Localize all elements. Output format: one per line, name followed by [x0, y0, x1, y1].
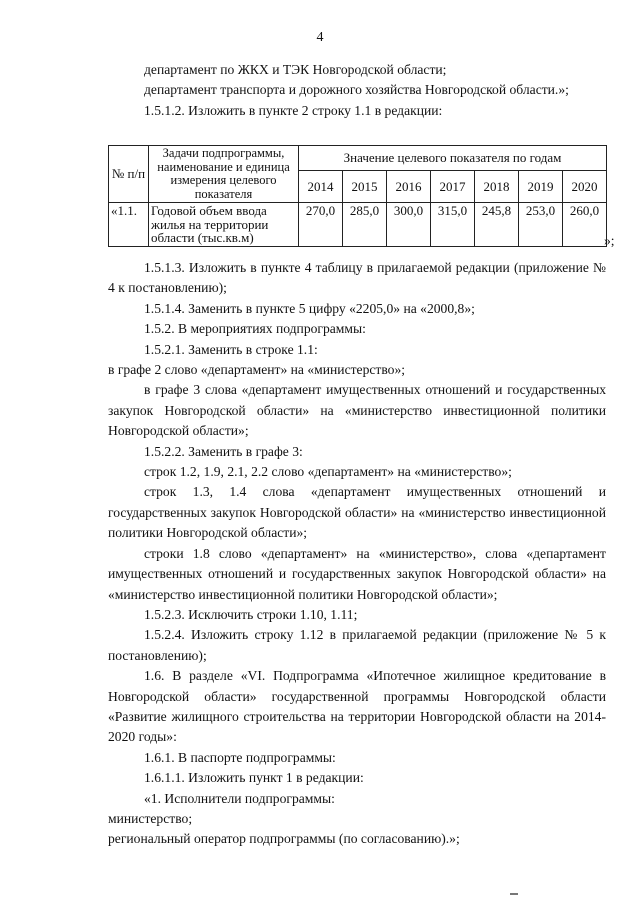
- paragraph: строки 1.8 слово «департамент» на «министерство», слова «департамент имущественных отношений и государственных закупок Новгородской области» на «министерство инвестиционной политики Новгородской области»;: [108, 545, 606, 602]
- paragraph: министерство;: [108, 810, 193, 826]
- paragraph: строк 1.2, 1.9, 2.1, 2.2 слово «департамент» на «министерство»;: [144, 464, 512, 480]
- header-year: 2020: [563, 171, 607, 203]
- paragraph: в графе 3 слова «департамент имущественных отношений и государственных закупок Новгородской области» на «министерство инвестиционной политики Новгородской области»;: [108, 382, 606, 439]
- paragraph: 1.5.2.3. Исключить строки 1.10, 1.11;: [144, 606, 358, 622]
- row-value: 245,8: [475, 203, 519, 247]
- paragraph: 1.5.2.4. Изложить строку 1.12 в прилагаемой редакции (приложение № 5 к постановлению);: [108, 627, 606, 663]
- paragraph: в графе 2 слово «департамент» на «министерство»;: [108, 362, 406, 378]
- paragraph: 1.6.1.1. Изложить пункт 1 в редакции:: [144, 770, 364, 786]
- scan-mark: [510, 893, 518, 895]
- paragraph: 1.5.1.4. Заменить в пункте 5 цифру «2205,0» на «2000,8»;: [144, 300, 475, 316]
- paragraph: «1. Исполнители подпрограммы:: [144, 790, 335, 806]
- table-row: [109, 203, 607, 247]
- row-value: 315,0: [431, 203, 475, 247]
- row-value: 253,0: [519, 203, 563, 247]
- header-year: 2018: [475, 171, 519, 203]
- paragraph: 1.5.1.2. Изложить в пункте 2 строку 1.1 в редакции:: [144, 102, 443, 118]
- paragraph: региональный оператор подпрограммы (по согласованию).»;: [108, 831, 460, 847]
- main-text-block: [108, 258, 606, 850]
- paragraph: 1.6.1. В паспорте подпрограммы:: [144, 749, 336, 765]
- row-value: 300,0: [387, 203, 431, 247]
- paragraph: 1.5.2.2. Заменить в графе 3:: [144, 443, 303, 459]
- header-year: 2015: [343, 171, 387, 203]
- header-task: Задачи подпрограммы, наименование и единица измерения целевого показателя: [149, 146, 299, 203]
- table-closing-quote: »;: [604, 233, 615, 248]
- row-number: «1.1.: [109, 203, 149, 247]
- header-year: 2014: [299, 171, 343, 203]
- paragraph: 1.5.2.1. Заменить в строке 1.1:: [144, 341, 318, 357]
- paragraph: 1.6. В разделе «VI. Подпрограмма «Ипотечное жилищное кредитование в Новгородской области» государственной программы Новгородской области «Развитие жилищного строительства на территории Новгородской области на 2014-2020 годы»:: [108, 668, 606, 745]
- header-number: № п/п: [109, 146, 149, 203]
- header-values: Значение целевого показателя по годам: [299, 146, 607, 171]
- target-indicator-table: [108, 145, 607, 247]
- row-value: 260,0: [563, 203, 607, 247]
- row-value: 285,0: [343, 203, 387, 247]
- header-year: 2017: [431, 171, 475, 203]
- page-number: 4: [316, 30, 324, 45]
- top-text-block: [108, 60, 606, 121]
- header-year: 2019: [519, 171, 563, 203]
- paragraph: департамент по ЖКХ и ТЭК Новгородской области;: [144, 62, 447, 77]
- paragraph: строк 1.3, 1.4 слова «департамент имущественных отношений и государственных закупок Новгородской области» на «министерство инвестиционной политики Новгородской области»;: [108, 484, 606, 541]
- row-value: 270,0: [299, 203, 343, 247]
- header-year: 2016: [387, 171, 431, 203]
- paragraph: 1.5.2. В мероприятиях подпрограммы:: [144, 321, 366, 337]
- paragraph: департамент транспорта и дорожного хозяйства Новгородской области.»;: [144, 82, 569, 98]
- row-task: Годовой объем ввода жилья на территории области (тыс.кв.м): [149, 203, 299, 247]
- paragraph: 1.5.1.3. Изложить в пункте 4 таблицу в прилагаемой редакции (приложение № 4 к постановлению);: [108, 260, 606, 296]
